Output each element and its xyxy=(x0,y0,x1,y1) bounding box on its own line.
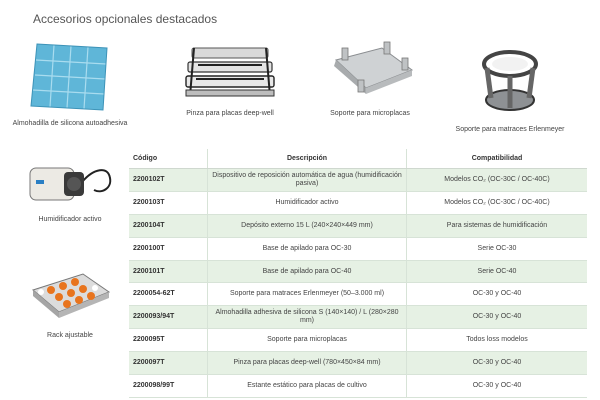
cell-compatibility: OC-30 y OC-40 xyxy=(407,352,588,375)
cell-code: 2200104T xyxy=(129,214,208,237)
table-row xyxy=(129,329,587,352)
table-header-row xyxy=(129,149,587,169)
cell-description: Dispositivo de reposición automática de agua (humidificación pasiva) xyxy=(208,169,407,192)
erlenmeyer-holder-image xyxy=(445,42,575,118)
cell-description: Pinza para placas deep-well (780×450×84 mm) xyxy=(208,352,407,375)
cell-compatibility: Todos loss modelos xyxy=(407,329,588,352)
cell-description: Soporte para matraces Erlenmeyer (50–3.000 ml) xyxy=(208,283,407,306)
cell-compatibility: Modelos CO₂ (OC-30C / OC-40C) xyxy=(407,169,588,192)
accessory-microplate-holder xyxy=(315,40,425,117)
accessory-label: Soporte para matraces Erlenmeyer xyxy=(455,126,565,133)
header-code: Código xyxy=(129,149,208,169)
cell-description: Estante estático para placas de cultivo xyxy=(208,375,407,398)
cell-description: Humidificador activo xyxy=(208,191,407,214)
table-row xyxy=(129,260,587,283)
table-row xyxy=(129,283,587,306)
accessory-label: Rack ajustable xyxy=(47,332,93,339)
cell-code: 2200101T xyxy=(129,260,208,283)
cell-compatibility: OC-30 y OC-40 xyxy=(407,306,588,329)
table-row xyxy=(129,214,587,237)
table-row xyxy=(129,306,587,329)
cell-code: 2200054-62T xyxy=(129,283,208,306)
cell-code: 2200103T xyxy=(129,191,208,214)
cell-description: Base de apilado para OC-40 xyxy=(208,260,407,283)
cell-description: Base de apilado para OC-30 xyxy=(208,237,407,260)
microplate-holder-image xyxy=(315,40,425,104)
accessory-label: Soporte para microplacas xyxy=(330,110,410,117)
accessory-silicone-pad xyxy=(10,40,130,127)
cell-code: 2200093/94T xyxy=(129,306,208,329)
cell-code: 2200098/99T xyxy=(129,375,208,398)
section-title: Accesorios opcionales destacados xyxy=(33,12,218,26)
cell-code: 2200097T xyxy=(129,352,208,375)
cell-description: Almohadilla adhesiva de silicona S (140×140) / L (280×280 mm) xyxy=(208,306,407,329)
cell-compatibility: Modelos CO₂ (OC-30C / OC-40C) xyxy=(407,191,588,214)
accessory-active-humidifier xyxy=(20,158,120,223)
accessory-adjustable-rack xyxy=(20,268,120,339)
active-humidifier-image xyxy=(20,158,120,206)
cell-description: Depósito externo 15 L (240×240×449 mm) xyxy=(208,214,407,237)
accessory-label: Humidificador activo xyxy=(38,216,102,223)
cell-compatibility: Serie OC-30 xyxy=(407,237,588,260)
accessory-label: Almohadilla de silicona autoadhesiva xyxy=(12,120,128,127)
cell-code: 2200100T xyxy=(129,237,208,260)
cell-compatibility: OC-30 y OC-40 xyxy=(407,283,588,306)
cell-code: 2200095T xyxy=(129,329,208,352)
table-row xyxy=(129,169,587,192)
table-row xyxy=(129,375,587,398)
cell-code: 2200102T xyxy=(129,169,208,192)
accessory-erlenmeyer-holder xyxy=(445,42,575,133)
cell-compatibility: OC-30 y OC-40 xyxy=(407,375,588,398)
header-compatibility: Compatibilidad xyxy=(407,149,588,169)
table-row xyxy=(129,237,587,260)
table-row xyxy=(129,191,587,214)
header-description: Descripción xyxy=(208,149,407,169)
deep-well-clamp-image xyxy=(170,40,290,104)
adjustable-rack-image xyxy=(20,268,120,322)
accessory-deep-well-clamp xyxy=(170,40,290,117)
cell-compatibility: Para sistemas de humidificación xyxy=(407,214,588,237)
table-row xyxy=(129,352,587,375)
accessory-label: Pinza para placas deep-well xyxy=(186,110,274,117)
cell-description: Soporte para microplacas xyxy=(208,329,407,352)
accessories-table xyxy=(129,149,587,398)
silicone-pad-image xyxy=(27,40,113,112)
cell-compatibility: Serie OC-40 xyxy=(407,260,588,283)
